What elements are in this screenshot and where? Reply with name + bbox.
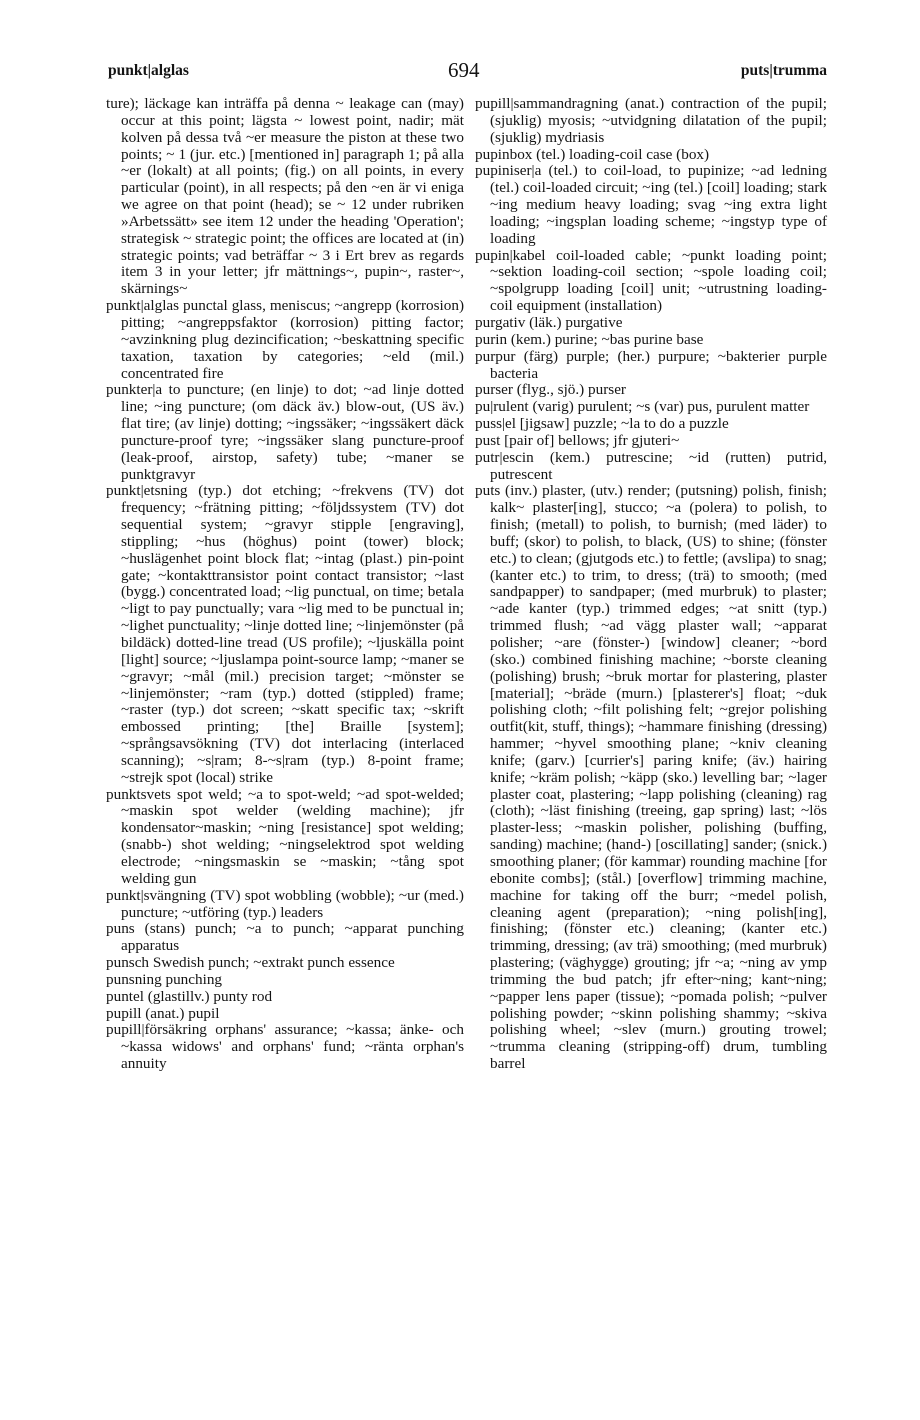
dictionary-entry: purser (flyg., sjö.) purser	[475, 381, 626, 399]
dictionary-entry: pupill|sammandragning (anat.) contraction of the pupil; (sjuklig) myosis; ~utvidgning dilatation of the pupil; (sjuklig) mydriasis	[475, 95, 827, 146]
dictionary-entry: puntel (glastillv.) punty rod	[106, 987, 273, 1005]
dictionary-entry: pupinbox (tel.) loading-coil case (box)	[475, 145, 710, 163]
dictionary-entry: purpur (färg) purple; (her.) purpure; ~bakterier purple bacteria	[475, 347, 827, 382]
dictionary-entry: punkt|etsning (typ.) dot etching; ~frekvens (TV) dot frequency; ~frätning pitting; ~följdssystem (TV) dot sequential system; ~gravyr stipple [engraving], stippling; ~hus (höghus) point (tower) block; ~huslägenhet point block flat; ~intag (plast.) pin-point gate; ~kontakttransistor point contact transistor; ~last (bygg.) concentrated load; ~lig punctual, on time; betala ~ligt to pay punctually; vara ~lig med to be punctual in; ~lighet punctuality; ~linje dotted line; ~linjemönster (på bildäck) dotted-line tread (US profile); ~ljuskälla point [light] source; ~ljuslampa point-source lamp; ~maner se ~gravyr; ~mål (mil.) precision target; ~mönster se ~linjemönster; ~ram (typ.) dotted (stippled) frame; ~raster (typ.) dot screen; ~skatt specific tax; ~skrift embossed printing; [the] Braille [system]; ~språngsavsökning (TV) dot interlacing (interlaced scanning); ~s|ram; 8-~s|ram (typ.) 8-point frame; ~strejk spot (local) strike	[106, 482, 464, 786]
dictionary-entry: pupin|kabel coil-loaded cable; ~punkt loading point; ~sektion loading-coil section; ~spole loading coil; ~spolgrupp loading [coil] unit; ~utrustning loading-coil equipment (installation)	[475, 246, 827, 315]
dictionary-entry: puts (inv.) plaster, (utv.) render; (putsning) polish, finish; kalk~ plaster[ing], stucco; ~a (polera) to polish, to finish; (metall) to polish, to burnish; (med läder) to buff; (skor) to polish, to black, (US) to shine; (fönster etc.) to clean; (gjutgods etc.) to fettle; (avslipa) to snag; (kanter etc.) to trim, to dress; (trä) to smooth; (med sandpapper) to sandpaper; (med murbruk) to plaster; ~ade kanter (typ.) trimmed edges; ~at snitt (typ.) trimmed flush; ~ad vägg plaster wall; ~apparat polisher; ~are (fönster-) [window] cleaner; ~bord (sko.) combined finishing machine; ~borste cleaning (polishing) brush; ~bruk mortar for plastering, plaster [material]; ~bräde (murn.) [plasterer's] float; ~duk polishing cloth; ~filt polishing felt; ~grejor polishing outfit(kit, stuff, things); ~hammare finishing (dressing) hammer; ~hyvel smoothing plane; ~kniv cleaning knife; (garv.) [currier's] paring knife; (äv.) hairing knife; ~kräm polish; ~käpp (sko.) levelling bar; ~lager plaster coat, plastering; ~lapp polishing (cleaning) rag (cloth); ~läst finishing (treeing, gap spring) last; ~lös plaster-less; ~maskin polisher, polishing (buffing, sanding) machine; (hand-) [oscillating] sander; (snick.) smoothing planer; (för kammar) rounding machine [for ebonite combs]; (stål.) [overflow] trimming machine, machine for taking off the burr; ~medel polish, cleaning agent (preparation); ~ning polish[ing], finishing; (fönster etc.) cleaning; (kanter etc.) trimming, dressing; (av trä) smoothing; (med murbruk) plastering; (väghygge) grouting; jfr ~a; ~ning av ymp trimming the bud patch; jfr efter~ning; kant~ning; ~papper lens paper (tissue); ~pomada polish; ~pulver polishing powder; ~skinn polishing shammy; ~skiva polishing wheel; ~slev (murn.) grouting trowel; ~trumma cleaning (stripping-off) drum, tumbling barrel	[475, 482, 827, 1073]
dictionary-entry: purin (kem.) purine; ~bas purine base	[475, 330, 704, 348]
right-guide-word: puts|trumma	[740, 62, 827, 79]
dictionary-entry: puss|el [jigsaw] puzzle; ~la to do a puzzle	[475, 415, 729, 433]
page-number: 694	[448, 58, 480, 82]
dictionary-entry: puns (stans) punch; ~a to punch; ~apparat punching apparatus	[106, 920, 464, 955]
dictionary-entry: punkt|svängning (TV) spot wobbling (wobble); ~ur (med.) puncture; ~utföring (typ.) leaders	[106, 886, 464, 921]
dictionary-entry: pupiniser|a (tel.) to coil-load, to pupinize; ~ad ledning (tel.) coil-loaded circuit; ~ing (tel.) [coil] loading; stark ~ing medium heavy loading; svag ~ing extra light loading; ~ingsplan loading scheme; ~ingstyp type of loading	[475, 162, 827, 247]
page-header	[0, 58, 920, 88]
dictionary-entry: punsch Swedish punch; ~extrakt punch essence	[106, 954, 395, 972]
dictionary-entry: punkter|a to puncture; (en linje) to dot; ~ad linje dotted line; ~ing puncture; (om däck äv.) blow-out, (US äv.) flat tire; (av linje) dotting; ~ingssäker; ~ingssäkert däck puncture-proof tyre; ~ingssäker slang puncture-proof (leak-proof, airstop, safety) tube; ~maner se punktgravyr	[106, 381, 464, 483]
dictionary-entry: pupill (anat.) pupil	[106, 1004, 220, 1022]
left-column	[106, 96, 464, 1073]
left-guide-word: punkt|alglas	[108, 62, 189, 79]
dictionary-entry: purgativ (läk.) purgative	[475, 313, 623, 331]
right-column	[475, 96, 827, 1073]
dictionary-entry: putr|escin (kem.) putrescine; ~id (rutten) putrid, putrescent	[475, 448, 827, 483]
dictionary-entry: pust [pair of] bellows; jfr gjuteri~	[475, 431, 680, 449]
dictionary-entry: pupill|försäkring orphans' assurance; ~kassa; änke- och ~kassa widows' and orphans' fund; ~ränta orphan's annuity	[106, 1021, 464, 1073]
dictionary-entry: pu|rulent (varig) purulent; ~s (var) pus, purulent matter	[475, 398, 810, 416]
dictionary-entry: punktsvets spot weld; ~a to spot-weld; ~ad spot-welded; ~maskin spot welder (welding machine); jfr kondensator~maskin; ~ning [resistance] spot welding; (snabb-) shot welding; ~ningselektrod spot welding electrode; ~ningsmaskin se ~maskin; ~tång spot welding gun	[106, 785, 464, 887]
dictionary-entry: punkt|alglas punctal glass, meniscus; ~angrepp (korrosion) pitting; ~angreppsfaktor (korrosion) pitting factor; ~avzinkning plug dezincification; ~beskattning specific taxation, taxation by categories; ~eld (mil.) concentrated fire	[106, 297, 464, 382]
dictionary-entry: punsning punching	[106, 970, 223, 988]
dictionary-entry: ture); läckage kan inträffa på denna ~ leakage can (may) occur at this point; lägsta ~ lowest point, nadir; mät kolven på dessa två ~er measure the piston at these two points; ~ 1 (jur. etc.) [mentioned in] paragraph 1; på alla ~er (lokalt) at all points; (fig.) on all points, in every particular (point), in all respects; på den ~en är vi eniga we agree on that point (head); se ~ 12 under rubriken »Arbetssätt» see item 12 under the heading 'Operation'; strategisk ~ strategic point; the offices are located at (in) strategic points; vad beträffar ~ 3 i Ert brev as regards item 3 in your letter; jfr mättnings~, pupin~, raster~, skärnings~	[106, 95, 464, 298]
